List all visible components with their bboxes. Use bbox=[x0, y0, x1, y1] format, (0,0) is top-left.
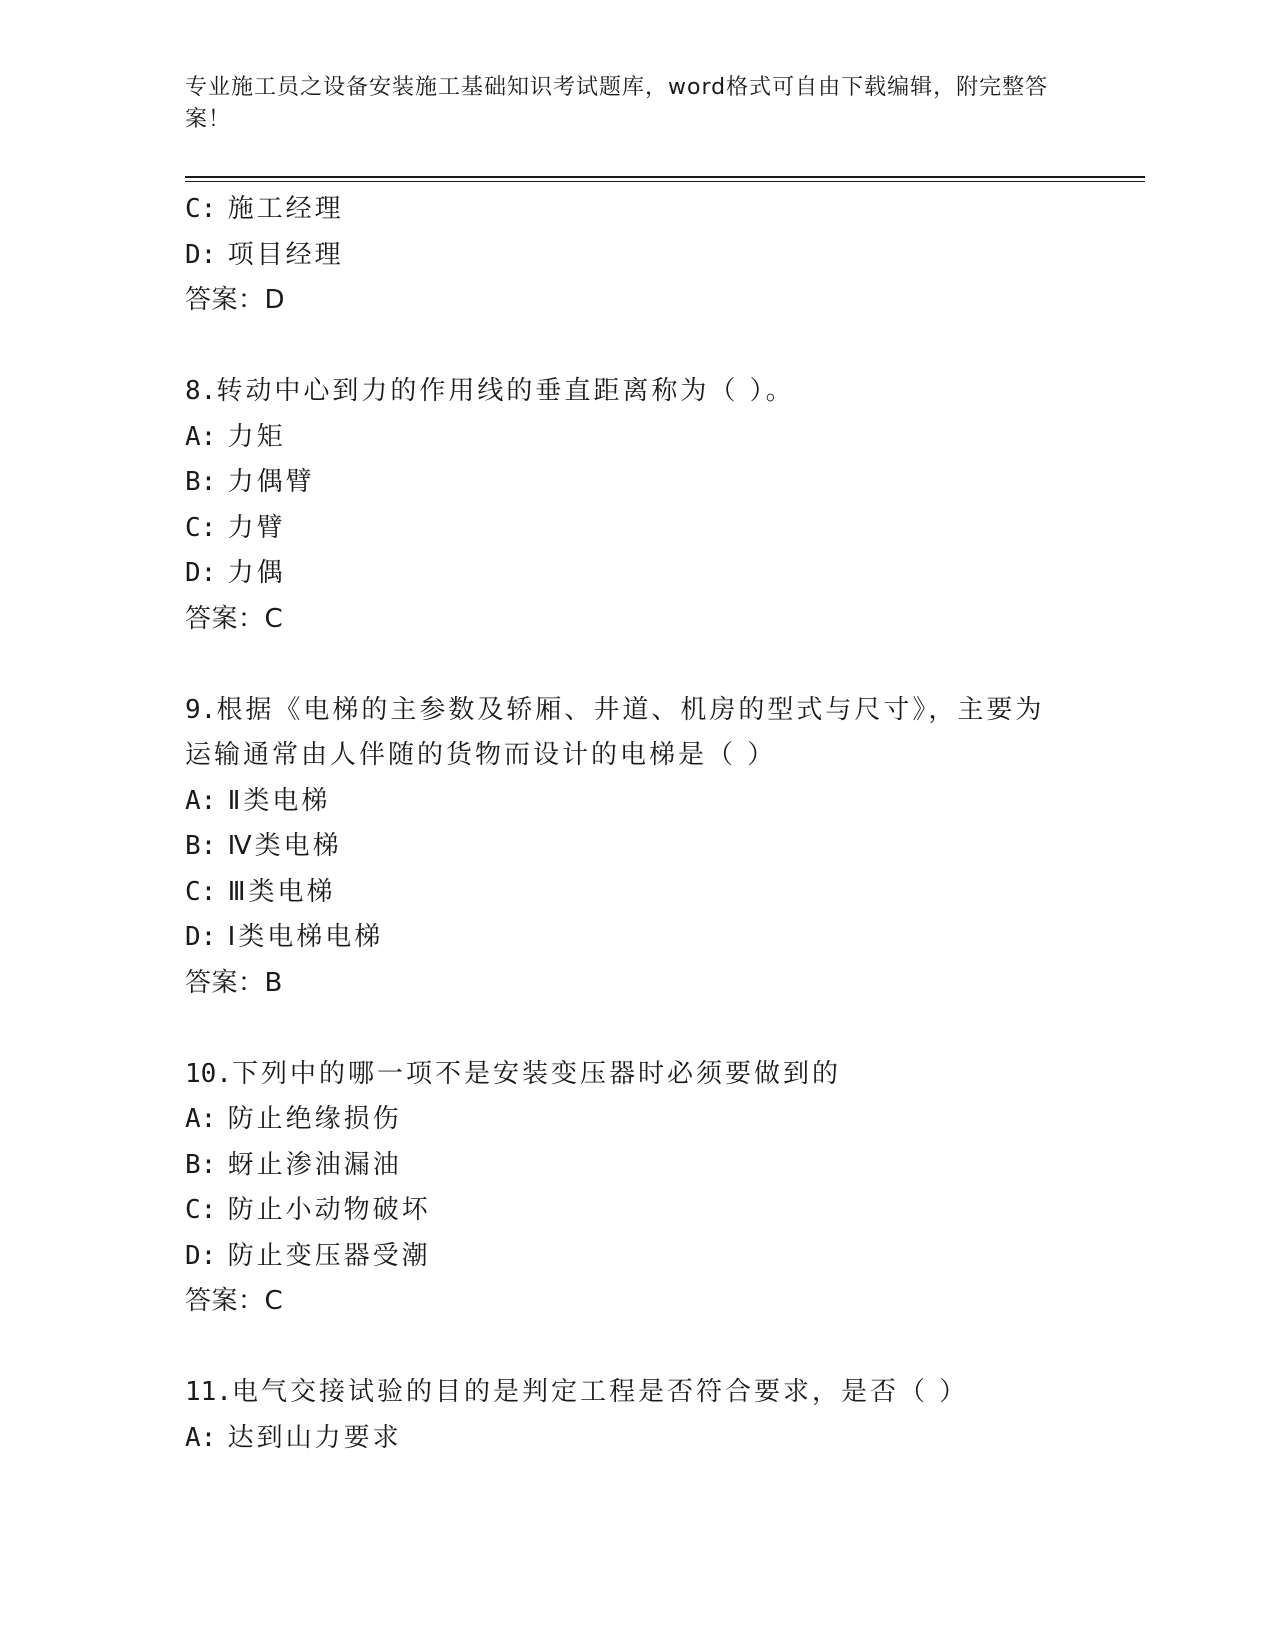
option-a: A: Ⅱ类电梯 bbox=[185, 785, 331, 816]
header-rule-thick bbox=[185, 176, 1145, 178]
question-text: 11.电气交接试验的目的是判定工程是否符合要求，是否（ ） bbox=[185, 1377, 969, 1407]
option-b: B: 力偶臂 bbox=[185, 467, 315, 497]
question-text-continued: 运输通常由人伴随的货物而设计的电梯是（ ） bbox=[185, 740, 777, 770]
answer-line: 答案：C bbox=[185, 1286, 284, 1316]
header-rule-thin bbox=[185, 181, 1145, 182]
question-text: 9.根据《电梯的主参数及轿厢、井道、机房的型式与尺寸》，主要为 bbox=[185, 694, 1045, 725]
question-list bbox=[185, 187, 1085, 1461]
option-a: A: 达到山力要求 bbox=[185, 1422, 402, 1453]
option-c: C: 施工经理 bbox=[185, 194, 344, 224]
answer-line: 答案：C bbox=[185, 603, 284, 634]
option-d: D: Ⅰ类电梯电梯 bbox=[185, 922, 384, 952]
question-text: 8.转动中心到力的作用线的垂直距离称为（ ）。 bbox=[185, 376, 795, 406]
option-d: D: 项目经理 bbox=[185, 239, 344, 270]
answer-line: 答案：B bbox=[185, 967, 283, 998]
option-b: B: Ⅳ类电梯 bbox=[185, 831, 342, 861]
option-b: B: 蚜止渗油漏油 bbox=[185, 1149, 402, 1180]
option-d: D: 防止变压器受潮 bbox=[185, 1240, 431, 1271]
option-a: A: 力矩 bbox=[185, 421, 286, 452]
answer-line: 答案：D bbox=[185, 285, 286, 315]
option-a: A: 防止绝缘损伤 bbox=[185, 1104, 402, 1134]
option-c: C: 力臂 bbox=[185, 512, 286, 543]
option-d: D: 力偶 bbox=[185, 558, 286, 588]
document-header: 专业施工员之设备安装施工基础知识考试题库，word格式可自由下载编辑，附完整答案！ bbox=[185, 75, 1049, 132]
question-text: 10.下列中的哪一项不是安装变压器时必须要做到的 bbox=[185, 1058, 841, 1089]
option-c: C: 防止小动物破坏 bbox=[185, 1195, 431, 1225]
option-c: C: Ⅲ类电梯 bbox=[185, 876, 336, 907]
